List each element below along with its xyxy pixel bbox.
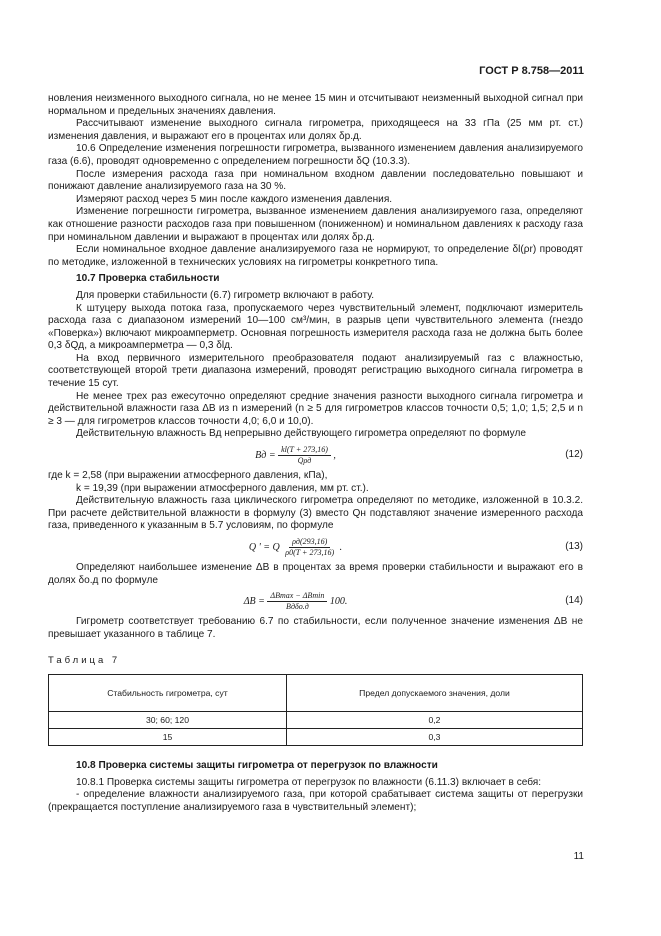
formula-12: [48, 445, 583, 466]
table-7: [48, 674, 583, 746]
table-cell: 0,3: [286, 728, 582, 745]
paragraph: Действительную влажность Вд непрерывно действующего гигрометра определяют по формуле: [76, 428, 526, 440]
paragraph: 10.6 Определение изменения погрешности гигрометра, вызванного изменением давления анализируемого газа (6.6), проводят одновременно с определением погрешности δQ (10.3.3).: [48, 143, 583, 167]
fraction: [282, 537, 337, 558]
formula-tail: .: [339, 541, 343, 553]
table-caption: Таблица 7: [48, 655, 121, 667]
formula-lhs: Q ' = Q: [248, 541, 280, 553]
table-cell: 15: [49, 728, 287, 745]
numerator: ΔВmax − ΔВmin: [267, 591, 327, 602]
formula-body: [48, 591, 543, 612]
formula-lhs: ΔВ =: [243, 595, 265, 607]
section-heading-10-7: 10.7 Проверка стабильности: [76, 273, 220, 285]
paragraph: - определение влажности анализируемого газа, при которой срабатывает система защиты от перегрузки (прекращается поступление анализируемого газа в чувствительный элемент);: [48, 789, 583, 813]
paragraph: где k = 2,58 (при выражении атмосферного давления, кПа),: [48, 470, 328, 482]
formula-number: (14): [565, 595, 583, 607]
formula-lhs: Вд =: [255, 449, 276, 461]
numerator: ρд(293,16): [289, 537, 330, 548]
table-cell: 0,2: [286, 711, 582, 728]
paragraph: Действительную влажность газа циклического гигрометра определяют по методике, изложенной в 10.3.2. При расчете действительной влажности в формулу (3) вместо Qн подставляют значение измеренного расхода газа, приведенного к указанным в 5.7 условиям, по формуле: [48, 495, 583, 532]
formula-14: [48, 591, 583, 612]
formula-13: [48, 537, 583, 558]
paragraph: Определяют наибольшее изменение ΔВ в процентах за время проверки стабильности и выражают его в долях δо.д по формуле: [48, 562, 583, 586]
formula-tail: ,: [333, 449, 336, 461]
denominator: Qρд: [297, 456, 312, 466]
formula-tail: 100.: [329, 595, 348, 607]
formula-body: [48, 537, 543, 558]
paragraph: 10.8.1 Проверка системы защиты гигрометра от перегрузок по влажности (6.11.3) включает в себя:: [76, 776, 542, 788]
formula-body: [48, 445, 543, 466]
fraction: [278, 445, 331, 466]
table-header-row: [49, 674, 583, 711]
page-number: 11: [573, 851, 584, 862]
table-header-cell: Стабильность гигрометра, сут: [49, 674, 287, 711]
denominator: ρ0(T + 273,16): [285, 548, 335, 557]
paragraph: Гигрометр соответствует требованию 6.7 по стабильности, если полученное значение изменения ΔВ не превышает указанного в таблице 7.: [48, 616, 583, 640]
paragraph: Если номинальное входное давление анализируемого газа не нормируют, то определение δl(ρr) проводят по методике, изложенной в технических условиях на гигрометры конкретного типа.: [48, 244, 583, 268]
section-heading-10-8: 10.8 Проверка системы защиты гигрометра от перегрузок по влажности: [76, 759, 438, 771]
table-row: [49, 728, 583, 745]
paragraph: Изменение погрешности гигрометра, вызванное изменением давления анализируемого газа, определяют как отношение разности расходов газа при повышенном (пониженном) и номинальном давлениях к расходу газа при номинальном давлении и выражают в процентах или долях δр.д.: [48, 206, 583, 243]
paragraph: Измеряют расход через 5 мин после каждого изменения давления.: [76, 193, 393, 205]
table-row: [49, 711, 583, 728]
document-header: ГОСТ Р 8.758—2011: [479, 65, 584, 77]
paragraph: Для проверки стабильности (6.7) гигрометр включают в работу.: [76, 289, 375, 301]
paragraph: Не менее трех раз ежесуточно определяют средние значения разности выходного сигнала гигрометра и действительной влажности газа ΔВ из n измерений (n ≥ 5 для гигрометров классов точности 0,5; 1,0; 1,5; 2,5 и n ≥ 3 — для гигрометров классов точности 4,0; 6,0 и 10,0).: [48, 390, 583, 427]
table-header-cell: Предел допускаемого значения, доли: [286, 674, 582, 711]
formula-number: (12): [565, 449, 583, 461]
paragraph: новления неизменного выходного сигнала, но не менее 15 мин и отсчитывают неизменный выходной сигнал при нормальном и предельных значениях давления.: [48, 93, 583, 117]
paragraph: После измерения расхода газа при номинальном входном давлении последовательно повышают и понижают давление анализируемого газа на 30 %.: [48, 168, 583, 193]
paragraph: k = 19,39 (при выражении атмосферного давления, мм рт. ст.).: [76, 482, 369, 494]
paragraph: К штуцеру выхода потока газа, пропускаемого через чувствительный элемент, подключают измеритель расхода газа с диапазоном измерений 10—100 см³/мин, в разрыв цепи чувствительного элемента (гнездо «Поверка») включают микроамперметр. Основная погрешность измерителя расхода газа не должна быть более 0,3 δQд, а микроамперметра — 0,3 δlд.: [48, 302, 583, 352]
table-cell: 30; 60; 120: [49, 711, 287, 728]
formula-number: (13): [565, 541, 583, 553]
body-text: [48, 93, 583, 814]
fraction: [267, 591, 327, 612]
numerator: kl(T + 273,16): [278, 445, 331, 456]
paragraph: На вход первичного измерительного преобразователя подают анализируемый газ с влажностью, соответствующей второй трети диапазона измерений, проводят регистрацию выходного сигнала гигрометра в течение 15 сут.: [48, 352, 583, 390]
paragraph: Рассчитывают изменение выходного сигнала гигрометра, приходящееся на 33 гПа (25 мм рт. ст.) изменения давления, и выражают его в процентах или долях δр.д.: [48, 118, 583, 142]
denominator: Вдδо.д: [285, 602, 309, 612]
